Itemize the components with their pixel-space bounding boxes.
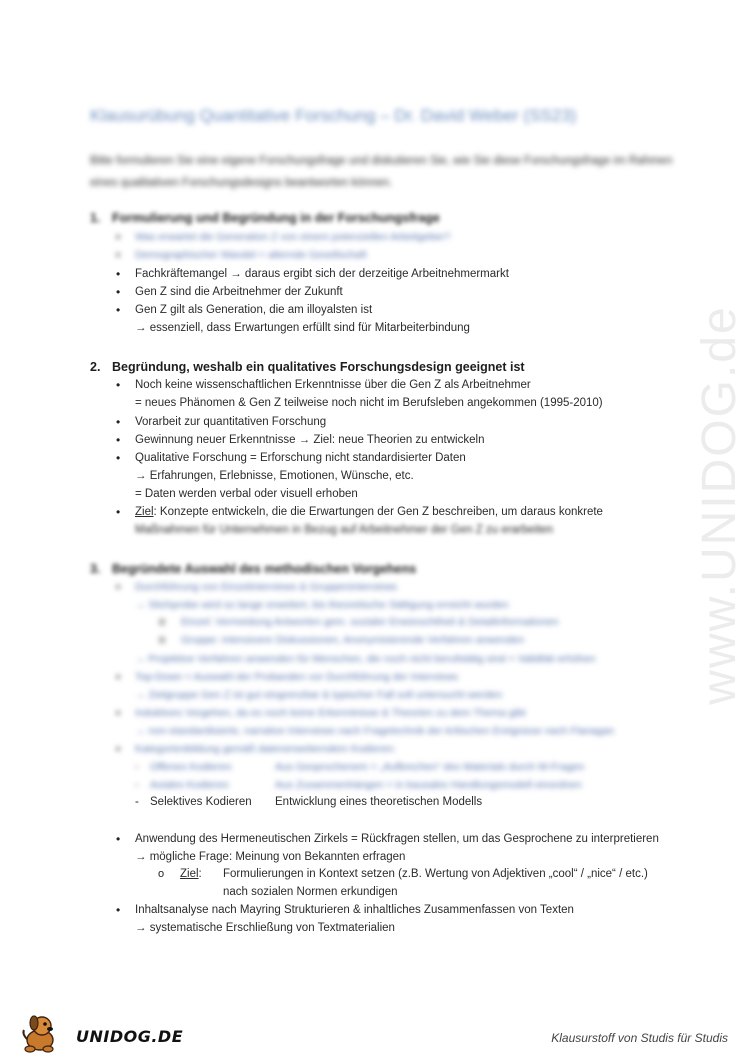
list-item: • Kategorienbildung gemäß datenerweiterndem Kodieren: [135,743,396,755]
coding-step-text: Aus Gesprochenem = „Aufbrechen“ des Materials durch W-Fragen [275,761,585,773]
list-item: • Induktives Vorgehen, da es noch keine Erkenntnisse & Theorien zu dem Thema gibt [135,707,526,719]
dog-mascot-icon [20,1012,72,1056]
list-item: • Vorarbeit zur quantitativen Forschung [135,416,326,428]
sub-list-item-text: nach sozialen Normen erkundigen [223,886,398,898]
list-item-continuation: → non-standardisierte, narrative Interviews nach Fragetechnik der kritischen Ereignisse nach Flanagan [135,725,615,737]
section-1-number: 1. [90,211,101,225]
sub-list-item-text: Formulierungen in Kontext setzen (z.B. Wertung von Adjektiven „cool“ / „nice“ / etc.) [223,868,648,880]
coding-step-label: - Selektives Kodieren [150,796,252,808]
section-2-number: 2. [90,360,101,374]
list-item: • Demographischer Wandel = alternde Gesellschaft [135,249,367,261]
document-title: Klausurübung Quantitative Forschung – Dr. David Weber (SS23) [90,106,577,125]
list-item-continuation: → essenziell, dass Erwartungen erfüllt sind für Mitarbeiterbindung [135,322,470,334]
section-3-heading [90,562,416,576]
goal-label: Ziel [135,506,154,518]
list-item-continuation: → systematische Erschließung von Textmaterialien [135,922,395,934]
footer-tagline: Klausurstoff von Studis für Studis [551,1031,728,1045]
section-3-number: 3. [90,562,101,576]
watermark: www.UNIDOG.de [693,305,746,705]
list-item: • Gen Z sind die Arbeitnehmer der Zukunft [135,286,343,298]
list-item: • Qualitative Forschung = Erforschung nicht standardisierter Daten [135,452,466,464]
section-1-heading [90,211,440,225]
list-item-continuation: → Stichprobe wird so lange erweitert, bis theoretische Sättigung erreicht wurden [135,599,509,611]
list-item: • Was erwartet die Generation Z von einem potenziellen Arbeitgeber? [135,231,450,243]
list-item: • Gewinnung neuer Erkenntnisse → Ziel: neue Theorien zu entwickeln [135,434,484,446]
list-item: • Fachkräftemangel → daraus ergibt sich der derzeitige Arbeitnehmermarkt [135,268,509,280]
section-1-title: Formulierung und Begründung in der Forschungsfrage [112,211,440,225]
goal-colon: : [198,868,202,880]
list-item: • Durchführung von Einzelinterviews & Gruppeninterviews [135,581,397,593]
list-item [135,506,603,518]
coding-step-text: Aus Zusammenhängen = in kausales Handlungsmodell einordnen [275,779,582,791]
list-item: • Inhaltsanalyse nach Mayring Strukturieren & inhaltliches Zusammenfassen von Texten [135,904,574,916]
list-item-continuation: → Zielgruppe Gen Z ist gut eingrenzbar & typischer Fall soll untersucht werden [135,689,503,701]
list-item-continuation: = Daten werden verbal oder visuell erhoben [135,488,358,500]
sub-list-item: o Gruppe: intensivere Diskussionen, Anonymisierende Verfahren anwenden [181,634,524,646]
list-item-continuation: Maßnahmen für Unternehmen in Bezug auf Arbeitnehmer der Gen Z zu erarbeiten [135,524,554,536]
list-item-continuation: = neues Phänomen & Gen Z teilweise noch nicht im Berufsleben angekommen (1995-2010) [135,397,603,409]
list-item-continuation: → Projektive Verfahren anwenden für Menschen, die noch nicht berufstätig sind = Validität erhöhen [135,653,596,665]
logo-wordmark: UNIDOG.DE [76,1027,184,1046]
list-item: • Noch keine wissenschaftlichen Erkenntnisse über die Gen Z als Arbeitnehmer [135,379,531,391]
section-2-heading [90,360,525,374]
coding-step-label: - Axiales Kodieren [150,779,229,791]
goal-label: Ziel [180,868,199,880]
section-3-title: Begründete Auswahl des methodischen Vorgehens [112,562,417,576]
section-2-title: Begründung, weshalb ein qualitatives Forschungsdesign geeignet ist [112,360,525,374]
coding-step-label: - Offenes Kodieren [150,761,232,773]
list-item: • Top-Down = Auswahl der Probanden vor Durchführung der Interviews [135,671,458,683]
sub-list-item: o Einzel: Vermeidung Antworten gem. sozialer Erwünschtheit & Detailinformationen [181,616,559,628]
goal-text: : Konzepte entwickeln, die die Erwartungen der Gen Z beschreiben, um daraus konkrete [153,506,603,518]
list-item-continuation: → mögliche Frage: Meinung von Bekannten erfragen [135,851,406,863]
list-item: • Anwendung des Hermeneutischen Zirkels = Rückfragen stellen, um das Gesprochene zu interpretieren [135,833,659,845]
sub-list-item [180,868,202,880]
unidog-logo[interactable] [20,1012,190,1056]
list-item-continuation: → Erfahrungen, Erlebnisse, Emotionen, Wünsche, etc. [135,470,414,482]
list-item: • Gen Z gilt als Generation, die am illoyalsten ist [135,304,372,316]
coding-step-text: Entwicklung eines theoretischen Modells [275,796,483,808]
intro-paragraph: Bitte formulieren Sie eine eigene Forschungsfrage und diskutieren Sie, wie Sie diese Forschungsfrage im Rahmen eines qualitativen Forschungsdesigns beantworten können. [90,155,673,189]
